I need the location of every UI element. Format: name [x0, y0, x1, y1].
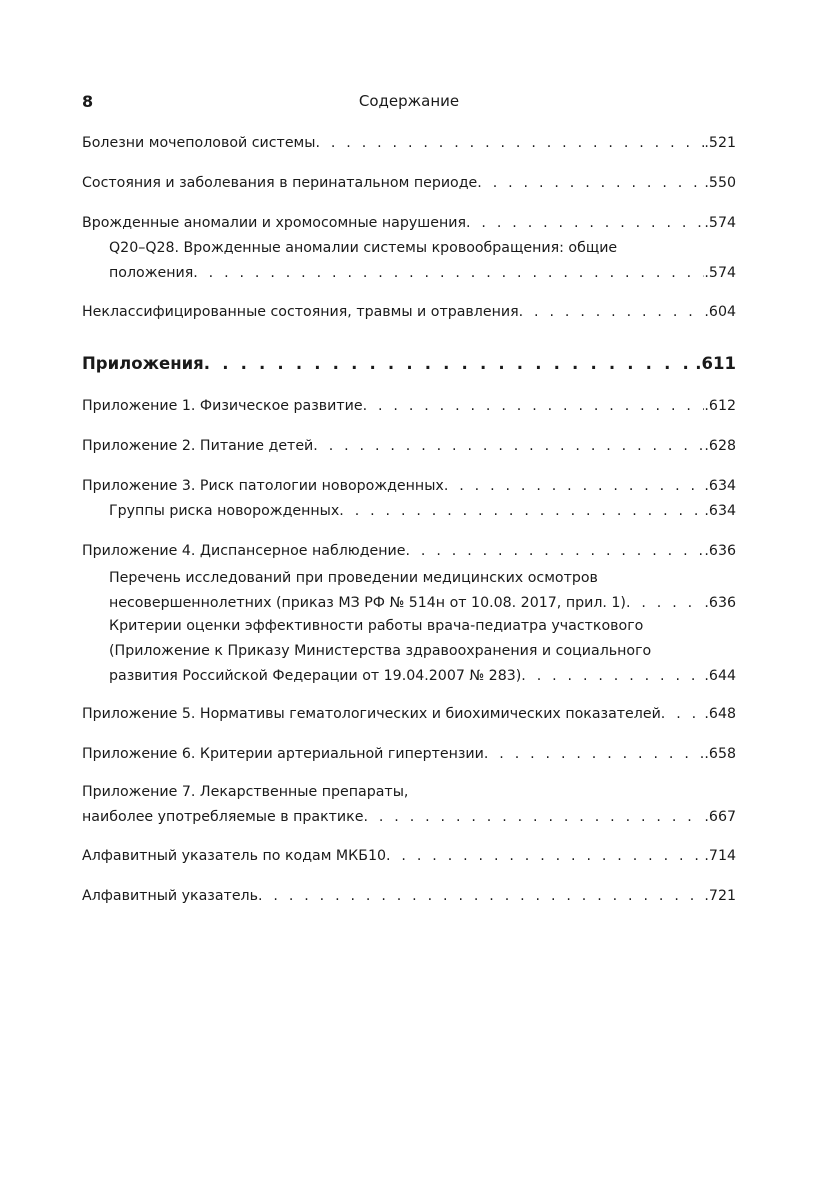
- toc-subentry[interactable]: [109, 566, 736, 616]
- toc-entry-page: .667: [704, 809, 736, 825]
- toc-entry-page: .658: [704, 746, 736, 762]
- toc-entry-title: Врожденные аномалии и хромосомные нарушения: [82, 215, 467, 231]
- toc-entry[interactable]: [82, 434, 736, 459]
- toc-entry-title: Болезни мочеполовой системы: [82, 135, 316, 151]
- toc-entry-page: .634: [704, 478, 736, 494]
- dot-leader: [484, 742, 705, 767]
- page-header: [82, 92, 736, 112]
- toc-entry[interactable]: [82, 300, 736, 325]
- toc-entry-page: .628: [704, 438, 736, 454]
- toc-entry-title: несовершеннолетних (приказ МЗ РФ № 514н от 10.08. 2017, прил. 1): [109, 595, 626, 611]
- toc-entry[interactable]: [82, 131, 736, 156]
- toc-entry-title: развития Российской Федерации от 19.04.2007 № 283): [109, 668, 522, 684]
- dot-leader: [339, 499, 704, 524]
- toc-entry-lead-2: (Приложение к Приказу Министерства здравоохранения и социального: [109, 643, 652, 659]
- toc-entry[interactable]: [82, 474, 736, 499]
- toc-entry-title: Приложение 6. Критерии артериальной гипертензии: [82, 746, 484, 762]
- dot-leader: [204, 351, 696, 376]
- dot-leader: [661, 702, 705, 727]
- toc-entry-page: .648: [704, 706, 736, 722]
- toc-entry-title: Приложение 5. Нормативы гематологических и биохимических показателей: [82, 706, 661, 722]
- toc-entry[interactable]: [82, 702, 736, 727]
- toc-entry-page: .574: [704, 215, 736, 231]
- toc-entry-page: .636: [704, 595, 736, 611]
- toc-entry-page: .636: [704, 543, 736, 559]
- dot-leader: [363, 805, 704, 830]
- toc-entry-lead: Приложение 7. Лекарственные препараты,: [82, 784, 409, 800]
- toc-entry-title: Приложения: [82, 354, 204, 373]
- toc-entry-page: .521: [704, 135, 736, 151]
- toc-entry-page: .612: [704, 398, 736, 414]
- dot-leader: [313, 434, 704, 459]
- toc-entry[interactable]: [82, 884, 736, 909]
- toc-entry[interactable]: [82, 780, 736, 830]
- dot-leader: [406, 539, 705, 564]
- toc-entry-title: Группы риска новорожденных: [109, 503, 340, 519]
- toc-entry-page: .550: [704, 175, 736, 191]
- toc-entry-page: .714: [704, 848, 736, 864]
- dot-leader: [519, 300, 705, 325]
- toc-entry-page: .644: [704, 668, 736, 684]
- dot-leader: [386, 844, 704, 869]
- toc-entry[interactable]: [82, 844, 736, 869]
- toc-entry-lead: Перечень исследований при проведении медицинских осмотров: [109, 570, 598, 586]
- dot-leader: [363, 394, 705, 419]
- toc-entry[interactable]: [82, 742, 736, 767]
- dot-leader: [466, 211, 704, 236]
- toc-entry-page: .721: [704, 888, 736, 904]
- toc-entry-page: .574: [704, 265, 736, 281]
- toc-entry[interactable]: [82, 211, 736, 236]
- toc-entry-title: наиболее употребляемые в практике: [82, 809, 364, 825]
- dot-leader: [626, 591, 704, 616]
- toc-entry-title: Неклассифицированные состояния, травмы и отравления: [82, 304, 519, 320]
- dot-leader: [193, 261, 704, 286]
- toc-entry[interactable]: [82, 394, 736, 419]
- toc-entry[interactable]: [82, 539, 736, 564]
- toc-entry-title: Приложение 1. Физическое развитие: [82, 398, 363, 414]
- page-number: 8: [82, 92, 94, 111]
- dot-leader: [477, 171, 704, 196]
- toc-entry-title: Приложение 4. Диспансерное наблюдение: [82, 543, 406, 559]
- toc-entry-title: Алфавитный указатель по кодам МКБ10: [82, 848, 387, 864]
- toc-subentry[interactable]: [109, 614, 736, 689]
- toc-entry-page: .604: [704, 304, 736, 320]
- toc-entry-lead: Q20–Q28. Врожденные аномалии системы кровообращения: общие: [109, 240, 618, 256]
- toc-entry-page: .634: [704, 503, 736, 519]
- toc-entry-title: положения: [109, 265, 194, 281]
- dot-leader: [521, 664, 704, 689]
- toc-entry-title: Алфавитный указатель: [82, 888, 258, 904]
- toc-entry-page: .611: [695, 354, 736, 373]
- dot-leader: [258, 884, 704, 909]
- dot-leader: [315, 131, 704, 156]
- toc-entry-title: Состояния и заболевания в перинатальном периоде: [82, 175, 478, 191]
- dot-leader: [444, 474, 705, 499]
- toc-entry[interactable]: [82, 171, 736, 196]
- toc-subentry[interactable]: [109, 236, 736, 286]
- toc-entry-lead: Критерии оценки эффективности работы врача-педиатра участкового: [109, 618, 644, 634]
- toc-entry-title: Приложение 3. Риск патологии новорожденных: [82, 478, 444, 494]
- toc-subentry[interactable]: [109, 499, 736, 524]
- page-title: Содержание: [358, 92, 460, 110]
- toc-entry-title: Приложение 2. Питание детей: [82, 438, 314, 454]
- toc-section-appendices[interactable]: [82, 351, 736, 376]
